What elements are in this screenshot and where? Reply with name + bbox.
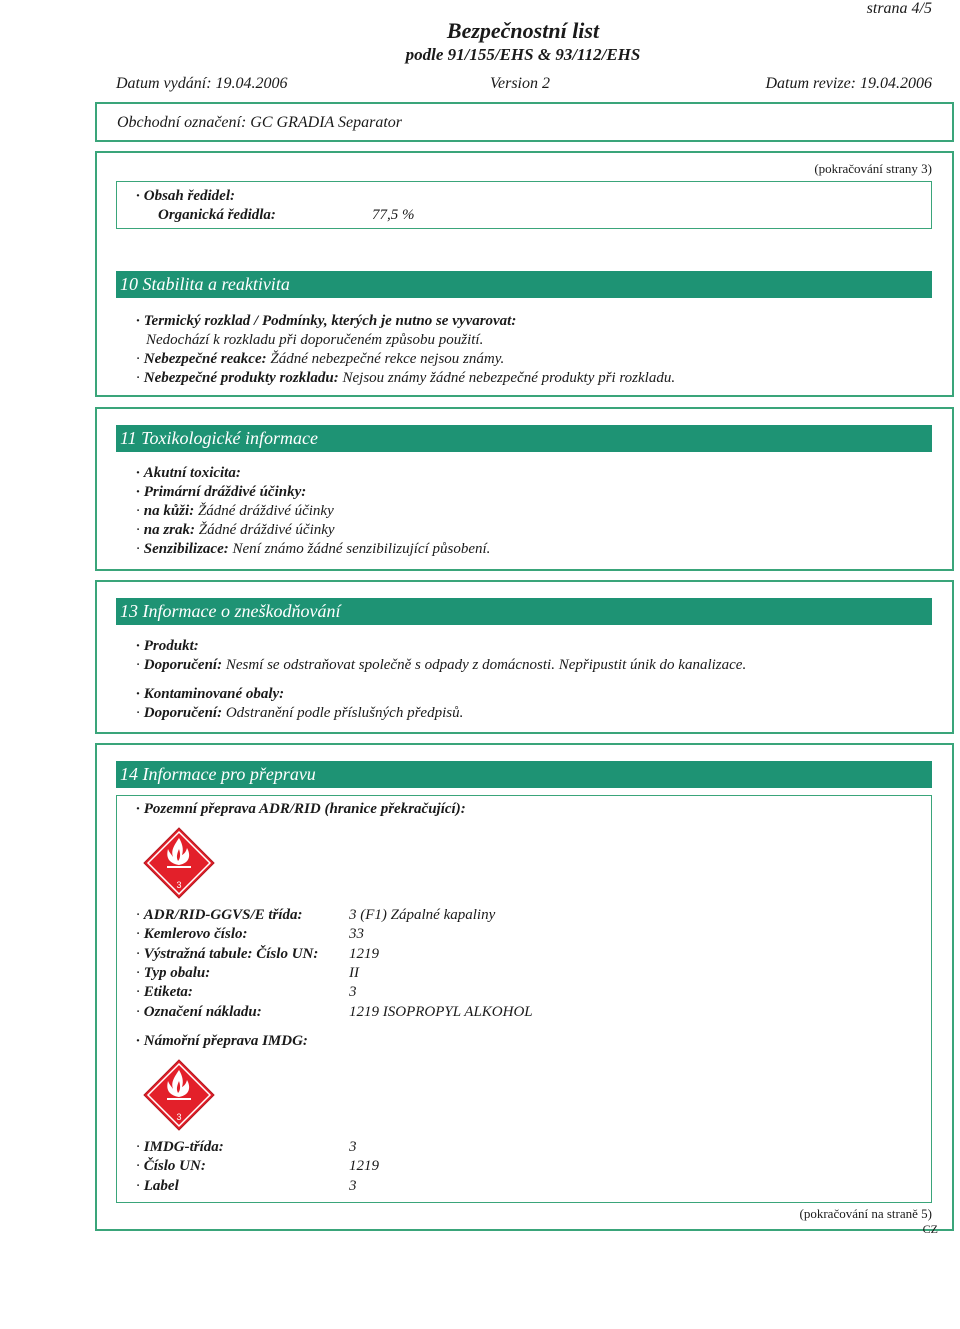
sec10-line2: · Nebezpečné reakce: Žádné nebezpečné rekce nejsou známy. xyxy=(136,351,505,367)
document-subtitle: podle 91/155/EHS & 93/112/EHS xyxy=(405,45,641,64)
section-10-title: 10 Stabilita a reaktivita xyxy=(116,271,932,298)
transport-row: · IMDG-třída: xyxy=(136,1139,224,1155)
transport-row-value: 1219 ISOPROPYL ALKOHOL xyxy=(349,1003,533,1020)
transport-row-value: 1219 xyxy=(349,1158,379,1175)
sec10-line1-label: · Termický rozklad / Podmínky, kterých je nutno se vyvarovat: xyxy=(136,313,517,329)
transport-row: · Výstražná tabule: Číslo UN: xyxy=(136,945,319,962)
document-title: Bezpečnostní list xyxy=(446,18,600,43)
transport-row-label: Etiketa: xyxy=(143,984,193,1001)
sec13-line1: · Produkt: xyxy=(136,638,199,654)
transport-row: · Label xyxy=(136,1177,179,1194)
trade-name: Obchodní označení: GC GRADIA Separator xyxy=(117,114,402,131)
issue-date: Datum vydání: 19.04.2006 xyxy=(116,75,288,92)
transport-row-value: 1219 xyxy=(349,945,379,962)
sec13-line3: · Kontaminované obaly: xyxy=(136,686,285,702)
version: Version 2 xyxy=(490,75,550,92)
sec10-line3: · Nebezpečné produkty rozkladu: Nejsou známy žádné nebezpečné produkty při rozkladu. xyxy=(136,370,676,386)
sec10-line1-text: Nedochází k rozkladu při doporučeném způsobu použití. xyxy=(146,332,484,348)
trade-name-box xyxy=(95,102,954,142)
transport-row-value: 3 (F1) Zápalné kapaliny xyxy=(349,907,496,923)
continuation-bottom: (pokračování na straně 5) xyxy=(799,1206,932,1221)
sec13-line4: · Doporučení: Odstranění podle příslušných předpisů. xyxy=(136,705,464,721)
flammable-liquid-pictogram-adr xyxy=(143,827,215,899)
adr-title: · Pozemní přeprava ADR/RID (hranice překračující): xyxy=(136,801,466,817)
sec11-line4: · na zrak: Žádné dráždivé účinky xyxy=(136,522,335,538)
continuation-top: (pokračování strany 3) xyxy=(814,161,932,176)
transport-row: · Označení nákladu: xyxy=(136,1003,262,1020)
sec11-line5: · Senzibilizace: Není známo žádné senzibilizující působení. xyxy=(136,541,491,557)
transport-row-label: IMDG-třída: xyxy=(143,1139,224,1155)
sec11-line1: · Akutní toxicita: xyxy=(136,465,241,481)
transport-row: · Kemlerovo číslo: xyxy=(136,926,248,943)
transport-row-value: 3 xyxy=(349,1177,357,1194)
transport-row-value: 3 xyxy=(349,1139,357,1155)
transport-row: · ADR/RID-GGVS/E třída: xyxy=(136,907,303,923)
transport-row-value: II xyxy=(349,964,359,981)
revision-date: Datum revize: 19.04.2006 xyxy=(765,75,932,92)
flammable-liquid-pictogram-imdg xyxy=(143,1059,215,1131)
solvents-label: Organická ředidla: xyxy=(158,207,276,223)
transport-row: · Číslo UN: xyxy=(136,1158,206,1175)
section-13-title: 13 Informace o zneškodňování xyxy=(116,598,932,625)
sec11-line2: · Primární dráždivé účinky: xyxy=(136,484,307,500)
transport-row-label: ADR/RID-GGVS/E třída: xyxy=(143,907,303,923)
transport-row-label: Label xyxy=(143,1177,179,1194)
solvents-value: 77,5 % xyxy=(372,207,415,223)
transport-row-value: 33 xyxy=(349,926,364,943)
transport-row-label: Typ obalu: xyxy=(143,964,211,981)
sec13-line2: · Doporučení: Nesmí se odstraňovat společně s odpady z domácnosti. Nepřipustit únik do kanalizace. xyxy=(136,657,747,673)
page-number: strana 4/5 xyxy=(866,0,932,17)
section-14-title: 14 Informace pro přepravu xyxy=(116,761,932,788)
svg-text:3: 3 xyxy=(176,880,182,890)
transport-row-label: Výstražná tabule: Číslo UN: xyxy=(143,945,319,962)
language-code: CZ xyxy=(922,1222,938,1236)
solvents-title: · Obsah ředidel: xyxy=(136,188,235,204)
sec11-line3: · na kůži: Žádné dráždivé účinky xyxy=(136,503,334,519)
transport-box xyxy=(116,795,932,1203)
transport-row-value: 3 xyxy=(349,984,357,1001)
transport-row: · Etiketa: xyxy=(136,984,193,1001)
section-11-title: 11 Toxikologické informace xyxy=(116,425,932,452)
imdg-title: · Námořní přeprava IMDG: xyxy=(136,1033,308,1049)
transport-row: · Typ obalu: xyxy=(136,964,211,981)
svg-text:3: 3 xyxy=(176,1112,182,1122)
transport-row-label: Číslo UN: xyxy=(143,1158,206,1175)
transport-row-label: Kemlerovo číslo: xyxy=(143,926,248,943)
transport-row-label: Označení nákladu: xyxy=(143,1003,262,1020)
